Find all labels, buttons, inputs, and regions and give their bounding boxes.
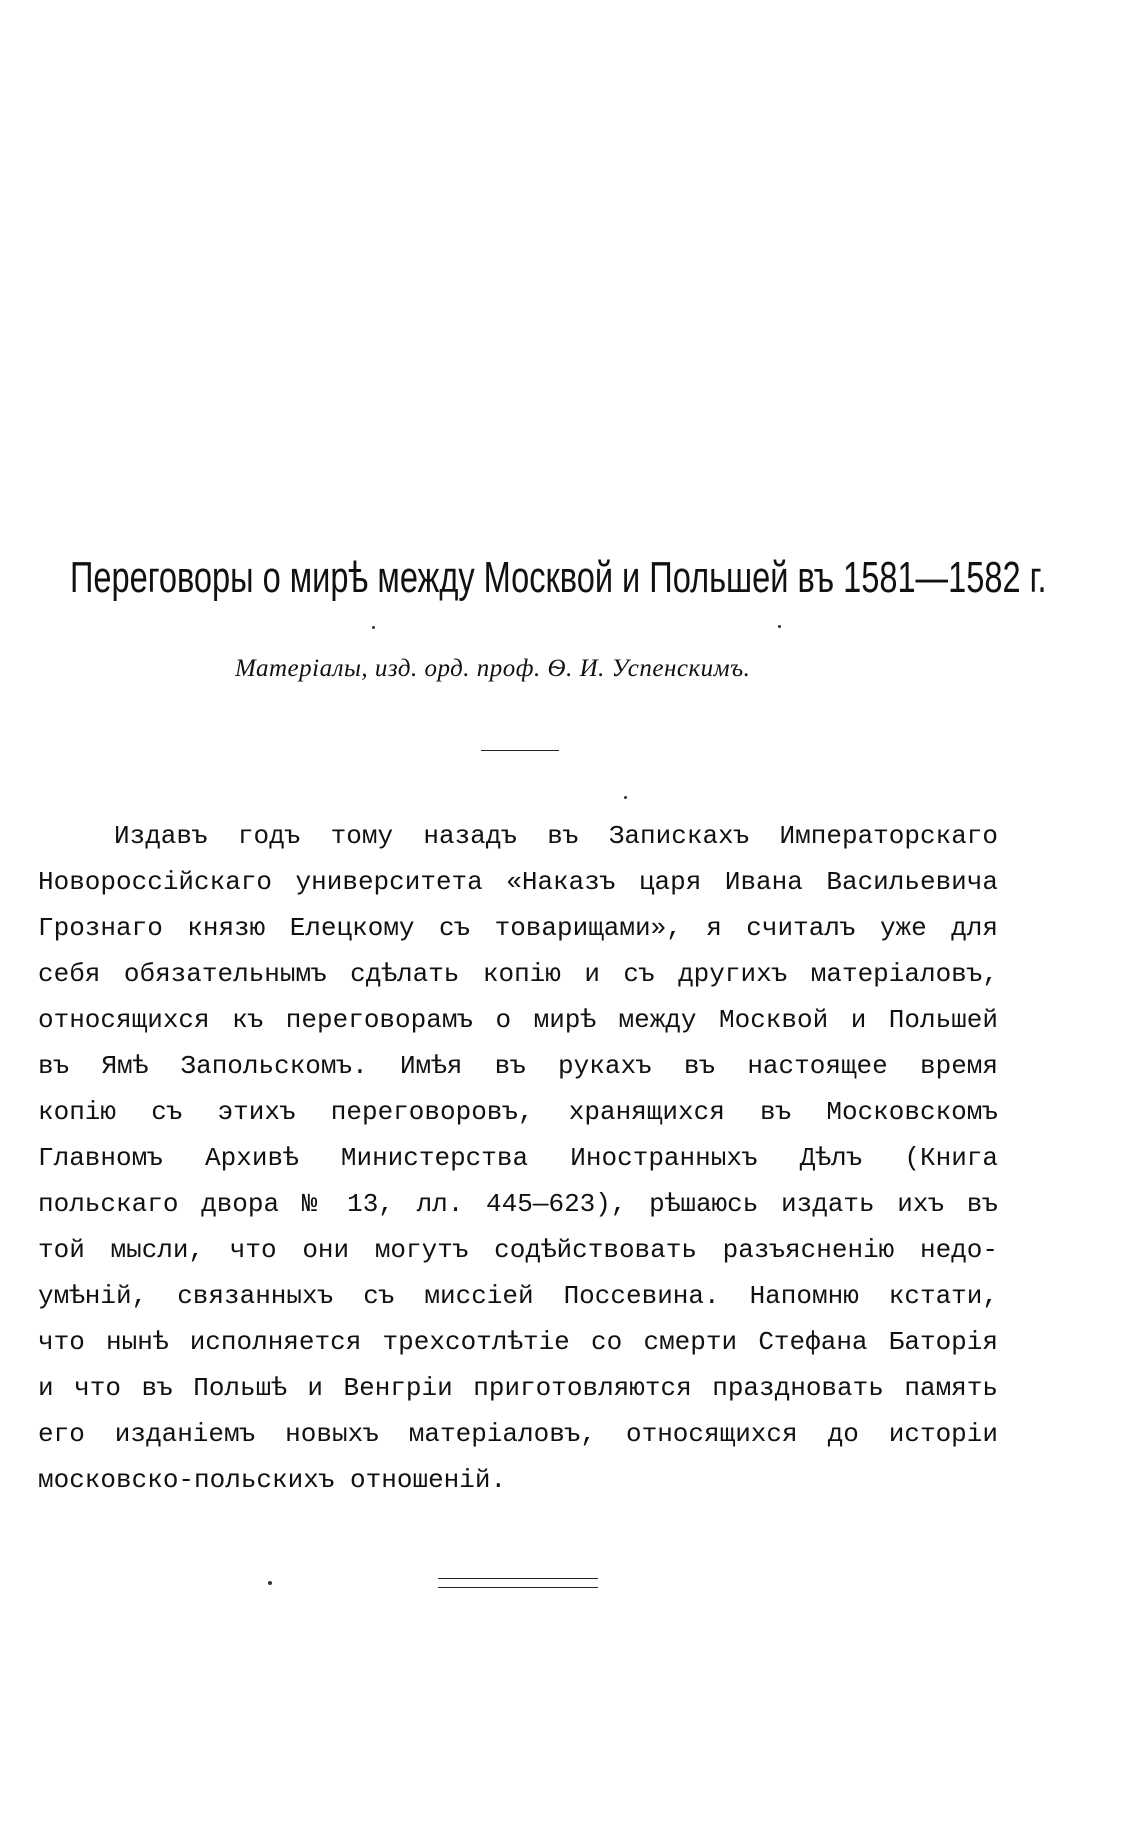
title-separator-rule — [481, 750, 559, 751]
body-line: въ Ямѣ Запольскомъ. Имѣя въ рукахъ въ настоящее время — [38, 1051, 998, 1081]
print-speck — [372, 626, 375, 629]
print-speck — [268, 1581, 272, 1585]
print-speck — [624, 796, 627, 799]
body-line: польскаго двора № 13, лл. 445—623), рѣшаюсь издать ихъ въ — [38, 1189, 998, 1219]
document-title: Переговоры о мирѣ между Москвой и Польшей въ 1581—1582 г. — [70, 553, 1047, 602]
body-line: Грознаго князю Елецкому съ товарищами», я считалъ уже для — [38, 913, 998, 943]
body-line: и что въ Польшѣ и Венгріи приготовляются праздновать память — [38, 1373, 998, 1403]
body-line: себя обязательнымъ сдѣлать копію и съ другихъ матеріаловъ, — [38, 959, 998, 989]
body-line: его изданіемъ новыхъ матеріаловъ, относящихся до исторіи — [38, 1419, 998, 1449]
closing-double-rule — [438, 1578, 598, 1588]
body-line: Новороссійскаго университета «Наказъ царя Ивана Васильевича — [38, 867, 998, 897]
body-line: Издавъ годъ тому назадъ въ Запискахъ Императорскаго — [114, 821, 998, 851]
body-line: копію съ этихъ переговоровъ, хранящихся въ Московскомъ — [38, 1097, 998, 1127]
body-line: относящихся къ переговорамъ о мирѣ между Москвой и Польшей — [38, 1005, 998, 1035]
body-line: Главномъ Архивѣ Министерства Иностранныхъ Дѣлъ (Книга — [38, 1143, 998, 1173]
body-line: московско-польскихъ отношеній. — [38, 1465, 507, 1495]
body-line: той мысли, что они могутъ содѣйствовать разъясненію недо- — [38, 1235, 998, 1265]
body-paragraph — [38, 813, 998, 1503]
body-line: умѣній, связанныхъ съ миссіей Поссевина. Напомню кстати, — [38, 1281, 998, 1311]
document-subtitle: Матеріалы, изд. орд. проф. Ѳ. И. Успенскимъ. — [235, 655, 751, 682]
print-speck — [778, 625, 781, 628]
body-line: что нынѣ исполняется трехсотлѣтіе со смерти Стефана Баторія — [38, 1327, 998, 1357]
